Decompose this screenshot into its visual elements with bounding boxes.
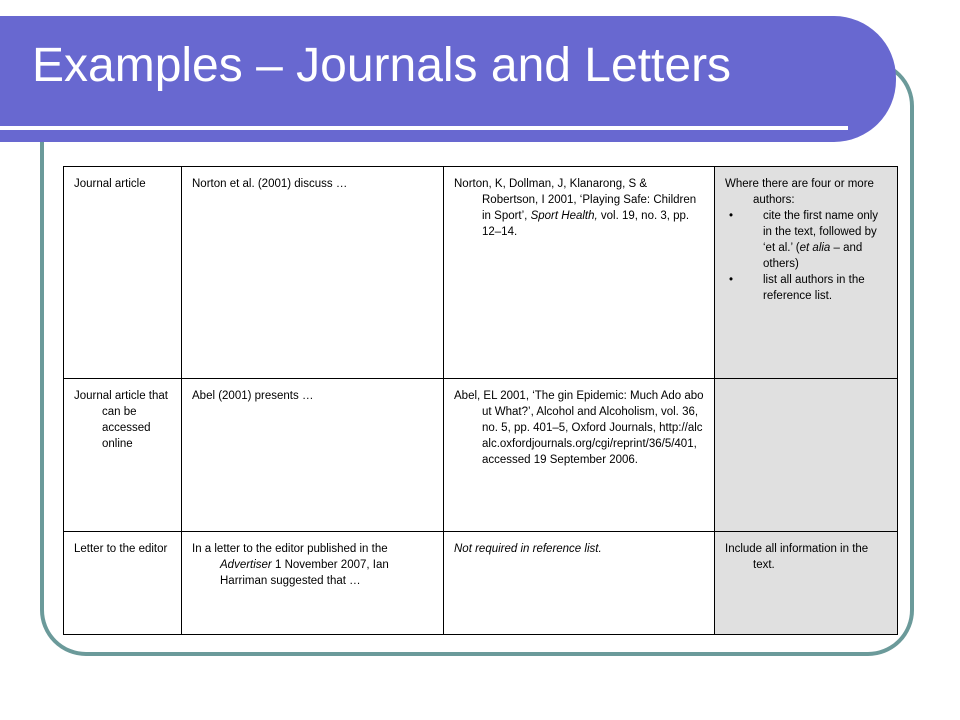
reference-cell [444, 532, 715, 635]
list-item [725, 208, 889, 272]
in-text-end: 1 November 2007, Ian Harriman suggested that … [220, 559, 389, 587]
source-type-cell [64, 167, 182, 379]
note-cell [715, 532, 898, 635]
bullet-text: cite the first name only in the text, followed by ‘et al.’ ( [763, 210, 879, 254]
reference-example: Abel, EL 2001, ‘The gin Epidemic: Much Ado about What?’, Alcohol and Alcoholism, vol. 36, no. 5, pp. 401–5, Oxford Journals, http://alcalc.oxfordjournals.org/cgi/reprint/36/5/401, accessed 19 September 2006. [454, 390, 704, 466]
journal-title: Sport Health, [530, 210, 598, 222]
table-row [64, 532, 898, 635]
source-type: Journal article that can be accessed online [74, 390, 168, 450]
bullet-text-end: – and others) [763, 242, 863, 270]
reference-text: Norton, K, Dollman, J, Klanarong, S & Robertson, I 2001, ‘Playing Safe: Children in Sport’, [454, 178, 697, 222]
source-type-cell [64, 532, 182, 635]
source-type: Journal article [74, 178, 146, 190]
reference-examples-table [63, 166, 898, 635]
title-underline [0, 126, 848, 130]
reference-cell [444, 167, 715, 379]
source-type: Letter to the editor [74, 543, 168, 555]
in-text-start: In a letter to the editor published in the [192, 543, 388, 555]
bullet-text-italic: et alia [799, 242, 831, 254]
slide-title: Examples – Journals and Letters [32, 39, 732, 92]
reference-text-end: vol. 19, no. 3, pp. 12–14. [482, 210, 690, 238]
note-intro: Where there are four or more authors: [725, 178, 874, 206]
table-row [64, 379, 898, 532]
list-item [725, 272, 889, 304]
note-bullet-list [725, 208, 889, 304]
note-cell [715, 379, 898, 532]
in-text-example: Norton et al. (2001) discuss … [192, 178, 348, 190]
in-text-cell [182, 379, 444, 532]
in-text-example: Abel (2001) presents … [192, 390, 314, 402]
bullet-icon: • [729, 274, 734, 286]
bullet-text: list all authors in the reference list. [763, 274, 865, 302]
note-text: Include all information in the text. [725, 543, 869, 571]
in-text-example [192, 541, 435, 589]
newspaper-title: Advertiser [220, 559, 272, 571]
note-cell [715, 167, 898, 379]
reference-example [454, 176, 706, 240]
in-text-cell [182, 167, 444, 379]
reference-example: Not required in reference list. [454, 543, 602, 555]
source-type-cell [64, 379, 182, 532]
in-text-cell [182, 532, 444, 635]
table-row [64, 167, 898, 379]
bullet-icon: • [729, 210, 734, 222]
reference-cell [444, 379, 715, 532]
